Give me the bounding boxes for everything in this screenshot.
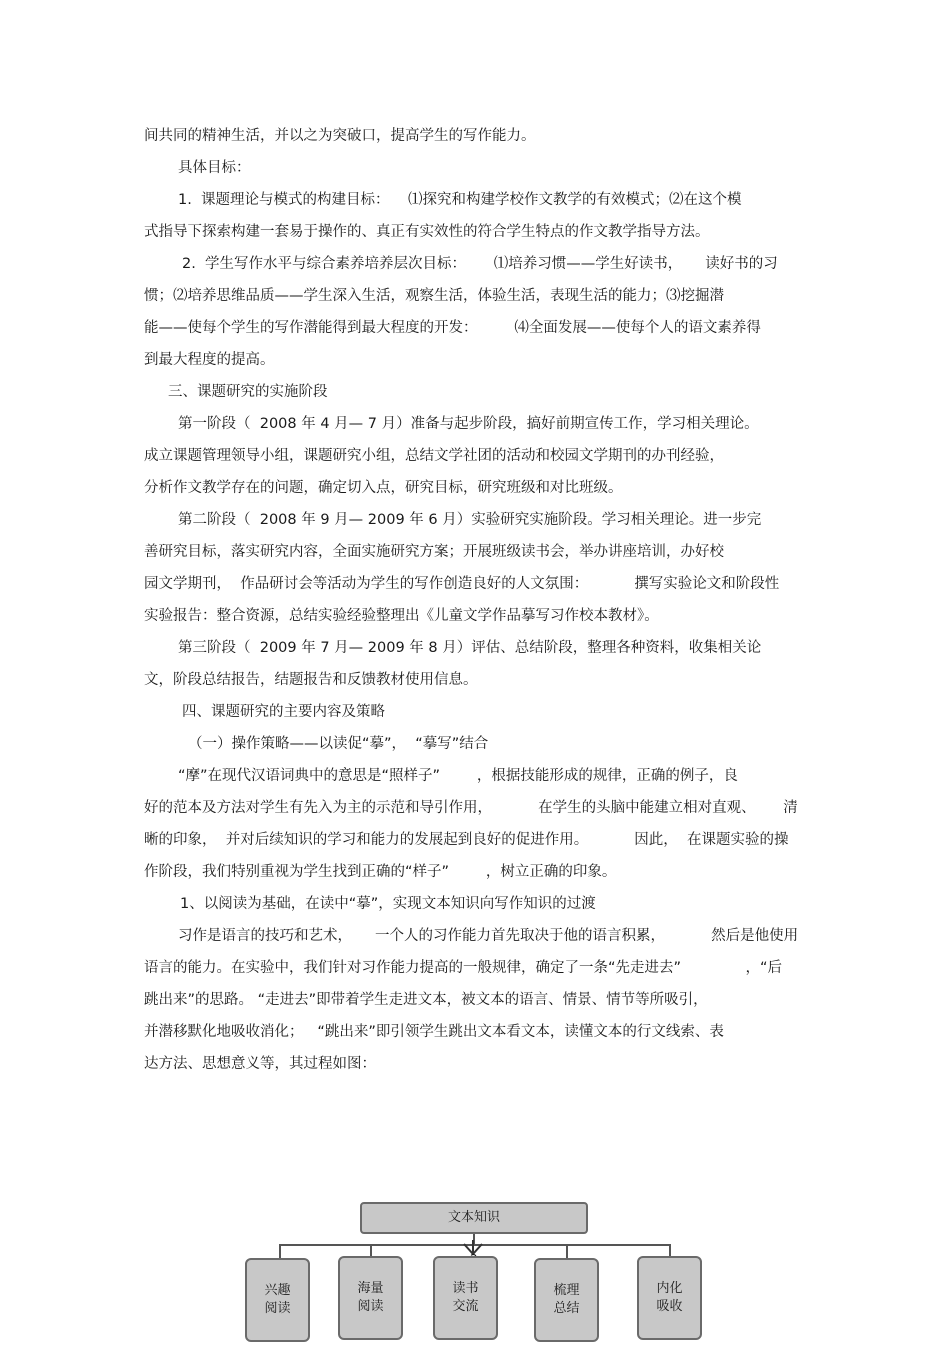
subsection-heading: 1、以阅读为基础，在读中“摹”，实现文本知识向写作知识的过渡 [180, 896, 596, 912]
diagram-child-node: 内化 吸收 [637, 1256, 702, 1340]
text-line: 第二阶段（ 2008 年 9 月— 2009 年 6 月）实验研究实施阶段。学习相关理论。进一步完 [178, 512, 762, 528]
text-line: 实验报告：整合资源，总结实验经验整理出《儿童文学作品摹写习作校本教材》。 [144, 608, 659, 624]
text-line: 式指导下探索构建一套易于操作的、真正有实效性的符合学生特点的作文教学指导方法。 [144, 224, 710, 240]
diagram-child-node: 读书 交流 [433, 1256, 498, 1340]
text-line: 间共同的精神生活，并以之为突破口，提高学生的写作能力。 [144, 128, 536, 144]
text-line: 第三阶段（ 2009 年 7 月— 2009 年 8 月）评估、总结阶段，整理各种资料，收集相关论 [178, 640, 762, 656]
text-line: 成立课题管理领导小组，课题研究小组，总结文学社团的活动和校园文学期刊的办刊经验， [144, 448, 724, 464]
connector-line [566, 1244, 568, 1258]
subsection-heading: （一）操作策略——以读促“摹”， “摹写”结合 [188, 736, 489, 752]
text-line: 2. 学生写作水平与综合素养培养层次目标： ⑴培养习惯——学生好读书， 读好书的习 [182, 256, 778, 272]
section-heading: 四、课题研究的主要内容及策略 [182, 704, 385, 720]
text-line: 达方法、思想意义等，其过程如图： [144, 1056, 376, 1072]
diagram-top-node: 文本知识 [360, 1202, 588, 1234]
text-line: 惯；⑵培养思维品质——学生深入生活，观察生活，体验生活，表现生活的能力；⑶挖掘潜 [144, 288, 724, 304]
text-line: 第一阶段（ 2008 年 4 月— 7 月）准备与起步阶段，搞好前期宣传工作，学习相关理论。 [178, 416, 759, 432]
connector-line [279, 1244, 281, 1258]
text-line: 具体目标： [178, 160, 251, 176]
text-line: 晰的印象， 并对后续知识的学习和能力的发展起到良好的促进作用。 因此， 在课题实验的操 [144, 832, 789, 848]
text-line: 到最大程度的提高。 [144, 352, 275, 368]
diagram-child-node: 梳理 总结 [534, 1258, 599, 1342]
text-line: 语言的能力。在实验中，我们针对习作能力提高的一般规律，确定了一条“先走进去” ，“后 [144, 960, 783, 976]
text-line: 习作是语言的技巧和艺术， 一个人的习作能力首先取决于他的语言积累， 然后是他使用 [178, 928, 799, 944]
text-line: 好的范本及方法对学生有先入为主的示范和导引作用， 在学生的头脑中能建立相对直观、 清 [144, 800, 798, 816]
text-line: 作阶段，我们特别重视为学生找到正确的“样子” ，树立正确的印象。 [144, 864, 617, 880]
text-line: 跳出来”的思路。 “走进去”即带着学生走进文本，被文本的语言、情景、情节等所吸引， [144, 992, 708, 1008]
text-line: 能——使每个学生的写作潜能得到最大程度的开发： ⑷全面发展——使每个人的语文素养得 [144, 320, 761, 336]
text-line: 分析作文教学存在的问题，确定切入点，研究目标，研究班级和对比班级。 [144, 480, 623, 496]
diagram-child-node: 兴趣 阅读 [245, 1258, 310, 1342]
diagram-child-node: 海量 阅读 [338, 1256, 403, 1340]
text-line: 善研究目标，落实研究内容，全面实施研究方案；开展班级读书会，举办讲座培训，办好校 [144, 544, 724, 560]
text-line: 园文学期刊， 作品研讨会等活动为学生的写作创造良好的人文氛围： 撰写实验论文和阶段性 [144, 576, 780, 592]
section-heading: 三、课题研究的实施阶段 [168, 384, 328, 400]
text-line: 文，阶段总结报告，结题报告和反馈教材使用信息。 [144, 672, 478, 688]
text-line: 1. 课题理论与模式的构建目标： ⑴探究和构建学校作文教学的有效模式；⑵在这个模 [178, 192, 742, 208]
text-line: 并潜移默化地吸收消化； “跳出来”即引领学生跳出文本看文本，读懂文本的行文线索、表 [144, 1024, 724, 1040]
text-line: “摩”在现代汉语词典中的意思是“照样子” ，根据技能形成的规律，正确的例子，良 [178, 768, 738, 784]
